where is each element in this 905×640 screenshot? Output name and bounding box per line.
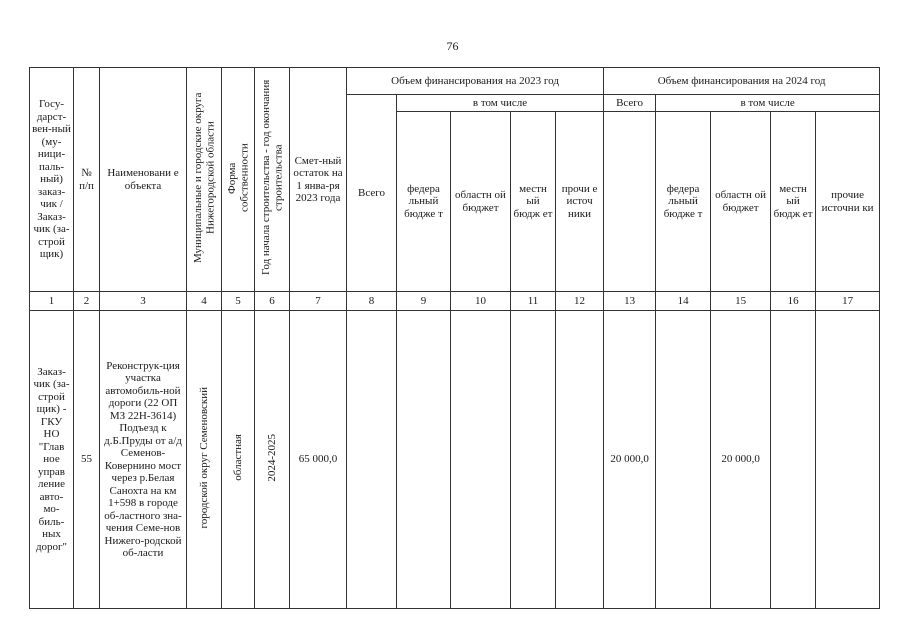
row-fed-2023 — [397, 311, 451, 609]
column-number: 16 — [771, 292, 816, 311]
column-number: 14 — [656, 292, 711, 311]
row-total-2023 — [347, 311, 397, 609]
header-years — [255, 68, 290, 292]
column-numbers-row — [30, 292, 880, 311]
header-total-2024-blank — [604, 112, 656, 292]
row-municipality — [187, 311, 222, 609]
financing-table — [29, 67, 880, 609]
row-reg-2024: 20 000,0 — [711, 311, 771, 609]
header-oth-2023: прочи е источ ники — [556, 112, 604, 292]
row-ownership-text: областная — [231, 434, 244, 482]
header-remaining: Смет-ный остаток на 1 янва-ря 2023 года — [290, 68, 347, 292]
row-years-text: 2024-2025 — [265, 433, 278, 482]
column-number: 17 — [816, 292, 880, 311]
column-number: 12 — [556, 292, 604, 311]
row-customer: Заказ-чик (за-строй щик) - ГКУ НО "Глав ное управ ление авто-мо-биль-ных дорог" — [30, 311, 74, 609]
row-loc-2023 — [511, 311, 556, 609]
row-oth-2024 — [816, 311, 880, 609]
row-total-2024: 20 000,0 — [604, 311, 656, 609]
header-total-2024: Всего — [604, 95, 656, 112]
column-number: 9 — [397, 292, 451, 311]
header-loc-2023: местн ый бюдж ет — [511, 112, 556, 292]
header-loc-2024: местн ый бюдж ет — [771, 112, 816, 292]
column-number: 6 — [255, 292, 290, 311]
header-group-2024: Объем финансирования на 2024 год — [604, 68, 880, 95]
column-number: 1 — [30, 292, 74, 311]
header-incl-2024: в том числе — [656, 95, 880, 112]
column-number: 7 — [290, 292, 347, 311]
header-years-text: Год начала строительства - год окончания строительства — [259, 80, 284, 276]
column-number: 8 — [347, 292, 397, 311]
header-num: № п/п — [74, 68, 100, 292]
column-number: 13 — [604, 292, 656, 311]
row-oth-2023 — [556, 311, 604, 609]
header-fed-2024: федера льный бюдже т — [656, 112, 711, 292]
column-number: 4 — [187, 292, 222, 311]
column-number: 2 — [74, 292, 100, 311]
row-object-name: Реконструк-ция участка автомобиль-ной дороги (22 ОП МЗ 22Н-3614) Подъезд к д.Б.Пруды от а/д Семенов-Ковернино мост через р.Белая Санохта на км 1+598 в городе об-ластного зна-чения Семе-нов Нижего-родской об-ласти — [100, 311, 187, 609]
row-num: 55 — [74, 311, 100, 609]
header-reg-2024: областн ой бюджет — [711, 112, 771, 292]
header-municipality — [187, 68, 222, 292]
header-group-2023: Объем финансирования на 2023 год — [347, 68, 604, 95]
header-ownership-text: Форма собственности — [225, 143, 250, 213]
page-number: 76 — [446, 39, 459, 53]
row-loc-2024 — [771, 311, 816, 609]
row-remaining: 65 000,0 — [290, 311, 347, 609]
row-municipality-text: городской округ Семеновский — [197, 387, 210, 529]
column-number: 10 — [451, 292, 511, 311]
header-ownership — [222, 68, 255, 292]
column-number: 3 — [100, 292, 187, 311]
row-ownership — [222, 311, 255, 609]
table-row — [30, 311, 880, 609]
header-incl-2023: в том числе — [397, 95, 604, 112]
header-customer: Госу-дарст-вен-ный (му-ници-паль-ный) заказ-чик / Заказ-чик (за-строй щик) — [30, 68, 74, 292]
column-number: 5 — [222, 292, 255, 311]
header-reg-2023: областн ой бюджет — [451, 112, 511, 292]
column-number: 15 — [711, 292, 771, 311]
header-oth-2024: прочие источни ки — [816, 112, 880, 292]
header-total-2023: Всего — [347, 95, 397, 292]
row-reg-2023 — [451, 311, 511, 609]
row-fed-2024 — [656, 311, 711, 609]
header-fed-2023: федера льный бюдже т — [397, 112, 451, 292]
header-municipality-text: Муниципальные и городские округа Нижегородской области — [191, 92, 216, 263]
row-years — [255, 311, 290, 609]
header-object-name: Наименовани е объекта — [100, 68, 187, 292]
column-number: 11 — [511, 292, 556, 311]
